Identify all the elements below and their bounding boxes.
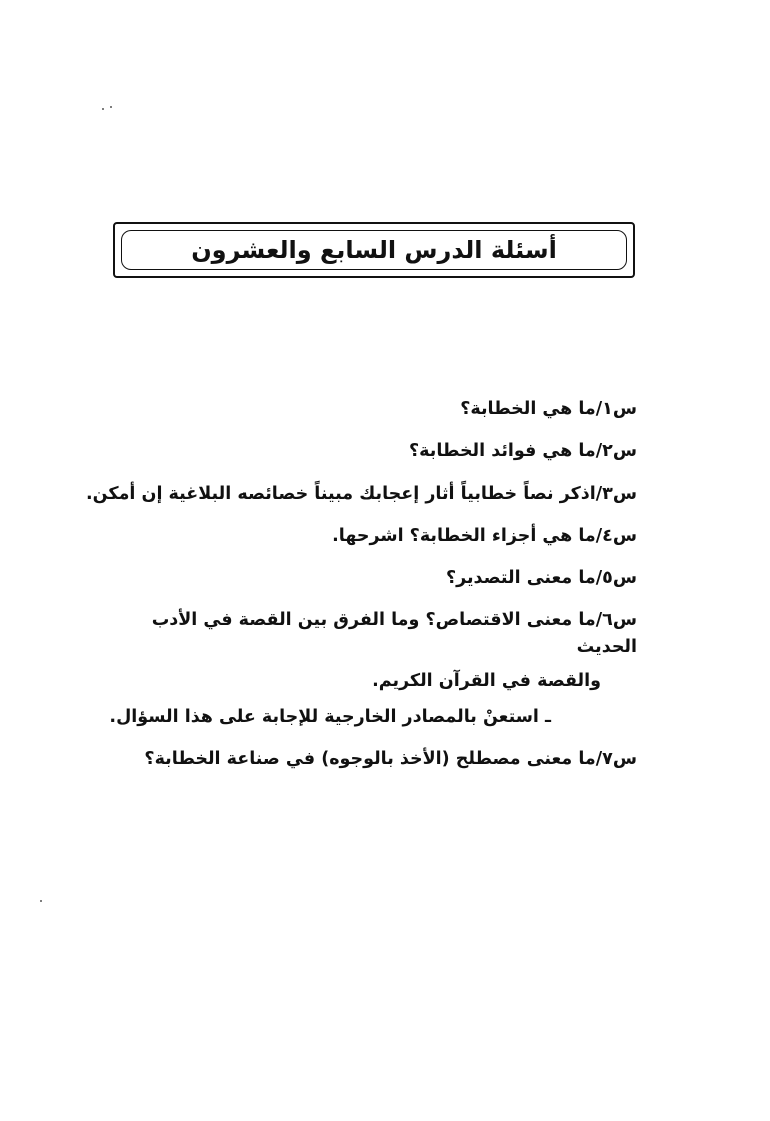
question-3: س٣/اذكر نصاً خطابياً أثار إعجابك مبيناً خصائصه البلاغية إن أمكن.: [86, 483, 637, 504]
question-7: س٧/ما معنى مصطلح (الأخذ بالوجوه) في صناعة الخطابة؟: [144, 749, 637, 770]
question-6-text: س٦/ما معنى الاقتصاص؟ وما الفرق بين القصة في الأدب الحديث: [151, 610, 637, 657]
scan-speck: [110, 106, 112, 108]
title-frame: [113, 222, 635, 278]
question-2: س٢/ما هي فوائد الخطابة؟: [408, 441, 637, 462]
question-6-note: ـ استعنْ بالمصادر الخارجية للإجابة على هذا السؤال.: [109, 707, 551, 727]
question-6-continuation: والقصة في القرآن الكريم.: [372, 670, 601, 691]
page-title: أسئلة الدرس السابع والعشرون: [191, 236, 557, 264]
question-6: [107, 607, 637, 694]
question-1: س١/ما هي الخطابة؟: [460, 399, 637, 419]
question-4: س٤/ما هي أجزاء الخطابة؟ اشرحها.: [332, 525, 637, 546]
scan-speck: [102, 108, 104, 110]
scan-speck: [40, 900, 42, 902]
question-5: س٥/ما معنى التصدير؟: [445, 568, 637, 588]
questions-list: [86, 396, 637, 789]
